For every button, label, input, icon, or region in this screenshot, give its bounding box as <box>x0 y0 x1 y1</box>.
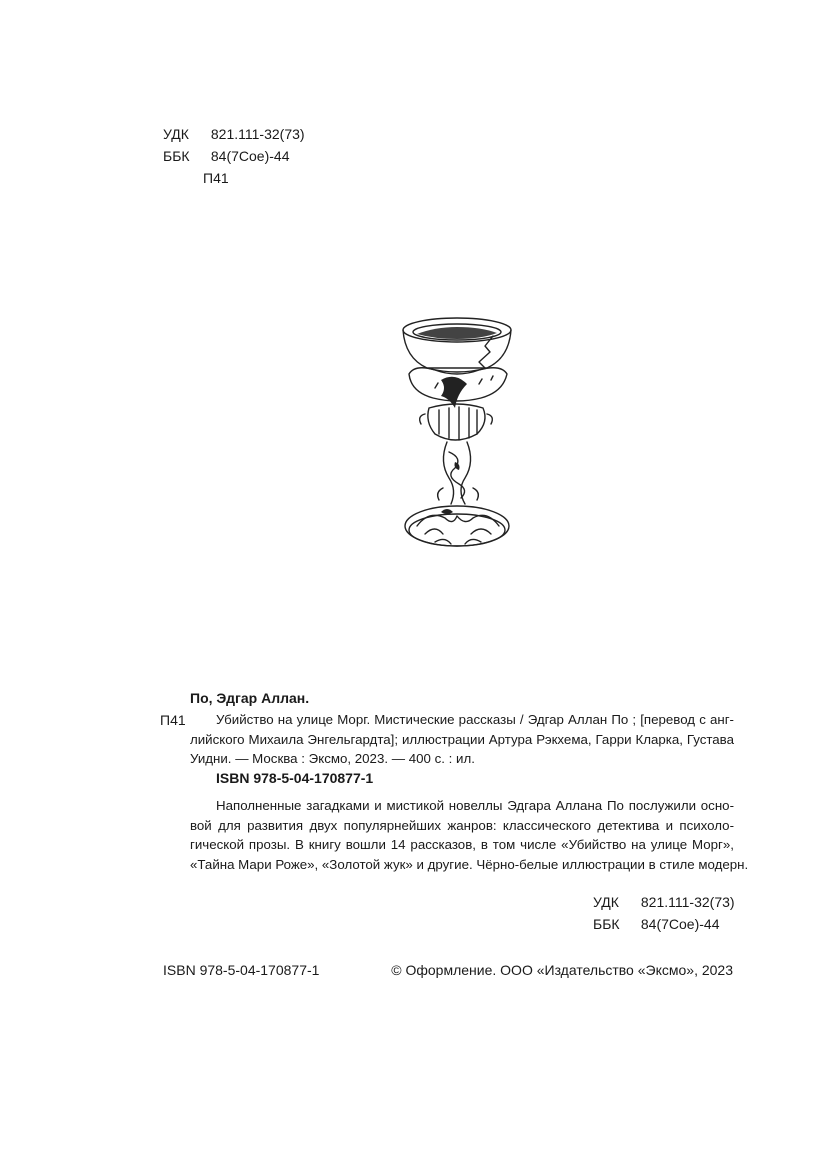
goblet-illustration-icon <box>395 312 535 567</box>
record-author-mark: П41 <box>160 712 186 728</box>
record-isbn: ISBN 978-5-04-170877-1 <box>216 770 374 786</box>
bottom-bbk-row <box>593 914 735 934</box>
record-annotation-line: вой для развития двух популярнейших жанров: классического детектива и психоло- <box>190 817 734 833</box>
top-udk-value: 821.111-32(73) <box>210 126 305 142</box>
top-classification-codes <box>163 124 305 188</box>
bottom-classification-codes <box>593 892 735 934</box>
record-description <box>190 710 734 769</box>
top-author-mark-row <box>163 168 305 188</box>
bottom-bbk-label: ББК <box>593 916 620 932</box>
bottom-bbk-value: 84(7Сое)-44 <box>640 916 720 932</box>
record-description-line: Уидни. — Москва : Эксмо, 2023. — 400 с. : ил. <box>190 751 475 767</box>
top-udk-label: УДК <box>163 126 189 142</box>
footer-copyright: © Оформление. ООО «Издательство «Эксмо», 2023 <box>391 962 733 978</box>
record-annotation-line: «Тайна Мари Роже», «Золотой жук» и другие. Чёрно-белые иллюстрации в стиле модерн. <box>190 856 749 872</box>
record-author: По, Эдгар Аллан. <box>190 690 310 706</box>
top-udk-row <box>163 124 305 144</box>
bottom-udk-label: УДК <box>593 894 619 910</box>
footer-isbn: ISBN 978-5-04-170877-1 <box>163 962 320 978</box>
bottom-udk-row <box>593 892 735 912</box>
record-annotation-line: гической прозы. В книгу вошли 14 рассказов, в том числе «Убийство на улице Морг», <box>190 837 734 853</box>
bottom-udk-value: 821.111-32(73) <box>640 894 735 910</box>
top-bbk-row <box>163 146 305 166</box>
record-annotation <box>190 796 749 874</box>
top-bbk-value: 84(7Сое)-44 <box>210 148 290 164</box>
top-author-mark: П41 <box>203 170 229 186</box>
record-annotation-line: Наполненные загадками и мистикой новеллы Эдгара Аллана По послужили осно- <box>216 798 734 813</box>
record-description-line: лийского Михаила Энгельгардта]; иллюстрации Артура Рэкхема, Гарри Кларка, Густава <box>190 731 734 747</box>
record-description-line: Убийство на улице Морг. Мистические рассказы / Эдгар Аллан По ; [перевод с анг- <box>216 712 734 727</box>
top-bbk-label: ББК <box>163 148 190 164</box>
